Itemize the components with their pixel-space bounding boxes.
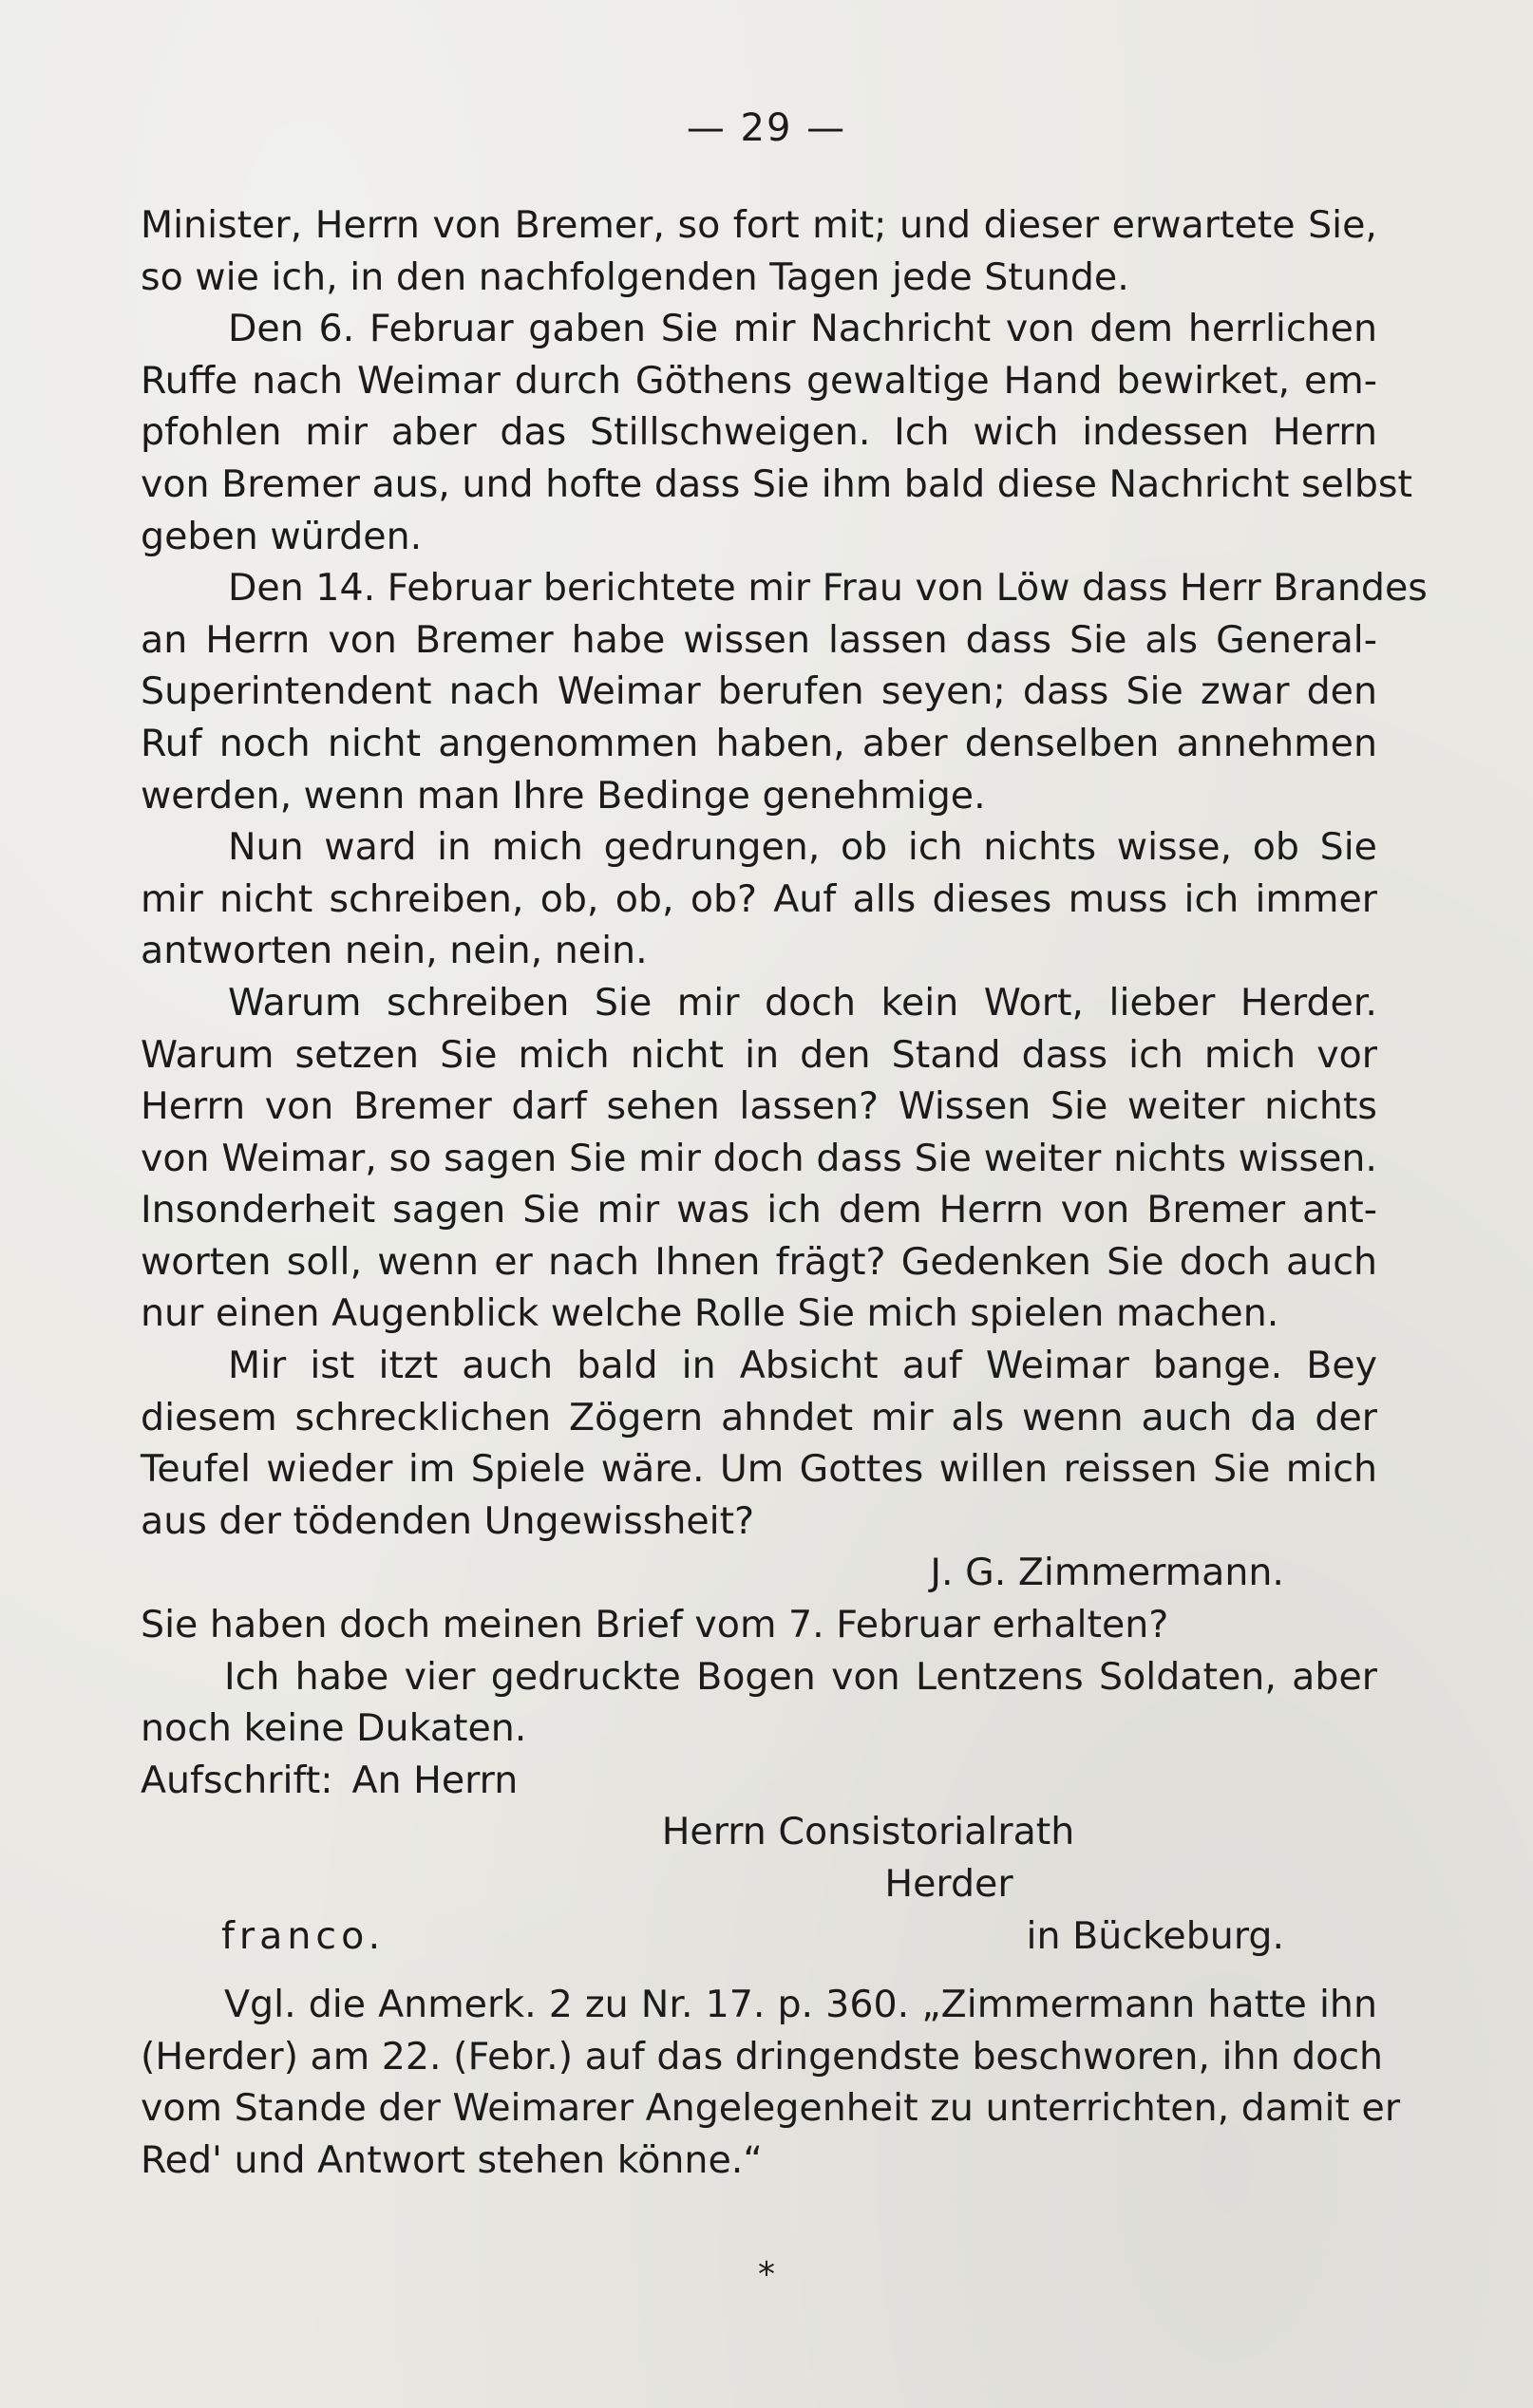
note-line: (Herder) am 22. (Febr.) auf das dringendste beschworen, ihn doch [141,2034,1384,2079]
text-line: diesem schrecklichen Zögern ahndet mir als wenn auch da der [141,1395,1377,1439]
text-line: Den 14. Februar berichtete mir Frau von Löw dass Herr Brandes [228,566,1428,611]
postscript-line: noch keine Dukaten. [141,1706,527,1751]
section-separator: * [758,2255,775,2294]
text-line: Nun ward in mich gedrungen, ob ich nichts wisse, ob Sie [228,825,1377,870]
text-line: Minister, Herrn von Bremer, so fort mit; und dieser erwartete Sie, [141,203,1377,247]
text-line: so wie ich, in den nachfolgenden Tagen jede Stunde. [141,254,1129,299]
text-line: Teufel wieder im Spiele wäre. Um Gottes willen reissen Sie mich [141,1447,1377,1492]
postscript-line: Ich habe vier gedruckte Bogen von Lentzens Soldaten, aber [224,1654,1377,1699]
note-line: Vgl. die Anmerk. 2 zu Nr. 17. p. 360. „Zimmermann hatte ihn [224,1983,1377,2027]
text-line: Den 6. Februar gaben Sie mir Nachricht von dem herrlichen [228,307,1377,351]
text-line: Warum schreiben Sie mir doch kein Wort, lieber Herder. [228,980,1377,1025]
text-line: werden, wenn man Ihre Bedinge genehmige. [141,773,986,818]
address-franco: franco. [221,1913,386,1958]
text-line: antworten nein, nein, nein. [141,929,648,973]
address-label: Aufschrift: [141,1758,333,1802]
note-line: Red' und Antwort stehen könne.“ [141,2137,763,2182]
address-first-line [141,1755,1377,1807]
text-line: Ruf noch nicht angenommen haben, aber denselben annehmen [141,721,1377,765]
text-line: Warum setzen Sie mich nicht in den Stand dass ich mich vor [141,1032,1377,1077]
text-line: von Bremer aus, und hofte dass Sie ihm bald diese Nachricht selbst [141,461,1412,506]
address-line-1: An Herrn [351,1758,519,1802]
text-line: Superintendent nach Weimar berufen seyen; dass Sie zwar den [141,669,1377,714]
text-line: pfohlen mir aber das Stillschweigen. Ich wich indessen Herrn [141,410,1377,455]
address-bottom-line [141,1910,1377,1963]
text-line: an Herrn von Bremer habe wissen lassen dass Sie als General- [141,617,1377,662]
text-line: Insonderheit sagen Sie mir was ich dem Herrn von Bremer ant- [141,1188,1377,1232]
text-line: Ruffe nach Weimar durch Göthens gewaltige Hand bewirket, em- [141,358,1377,403]
address-place: in Bückeburg. [1026,1913,1284,1958]
spacer [141,1962,1377,1979]
page-number: — 29 — [686,106,847,150]
address-line-2: Herrn Consistorialrath [661,1810,1075,1854]
text-line: von Weimar, so sagen Sie mir doch dass Sie weiter nichts wissen. [141,1136,1377,1180]
address-line-3: Herder [884,1862,1013,1906]
postscript-line: Sie haben doch meinen Brief vom 7. Februar erhalten? [141,1603,1169,1647]
text-line: mir nicht schreiben, ob, ob, ob? Auf alls dieses muss ich immer [141,876,1377,921]
signature: J. G. Zimmermann. [930,1551,1284,1595]
text-line: Herrn von Bremer darf sehen lassen? Wissen Sie weiter nichts [141,1084,1377,1129]
text-line: nur einen Augenblick welche Rolle Sie mich spielen machen. [141,1291,1279,1336]
text-line: Mir ist itzt auch bald in Absicht auf Weimar bange. Bey [228,1344,1377,1388]
text-line: aus der tödenden Ungewissheit? [141,1498,755,1543]
note-line: vom Stande der Weimarer Angelegenheit zu unterrichten, damit er [141,2086,1401,2131]
text-line: geben würden. [141,514,423,558]
letter-body [141,199,1428,2187]
text-line: worten soll, wenn er nach Ihnen frägt? Gedenken Sie doch auch [141,1239,1377,1284]
